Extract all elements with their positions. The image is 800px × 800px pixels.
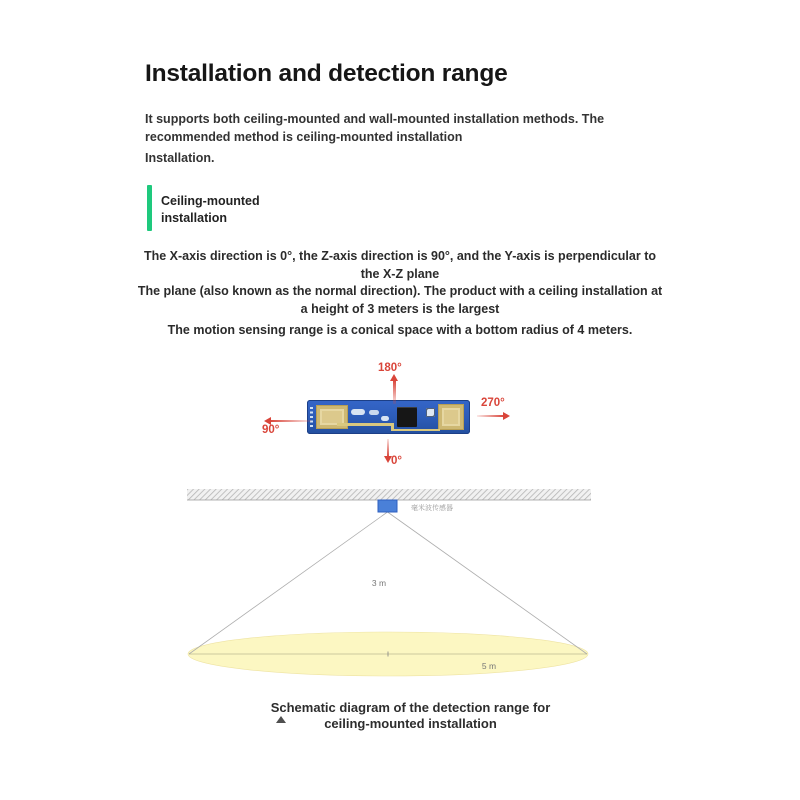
green-accent-bar (147, 185, 152, 231)
pcb-pin-header (310, 407, 313, 429)
pcb-component (426, 408, 435, 417)
ceiling-band (187, 489, 591, 500)
sensor-label: 毫米波传感器 (411, 505, 453, 512)
intro-paragraph: It supports both ceiling-mounted and wall-mounted installation methods. The recommended method is ceiling-mounted installation (145, 112, 605, 145)
arrow-up-icon (393, 380, 396, 404)
angle-label-180: 180° (378, 362, 402, 374)
section-heading: Ceiling-mounted installation (161, 194, 260, 225)
angle-label-90: 90° (262, 424, 280, 436)
sensor-pcb-board (307, 400, 470, 434)
pcb-component (381, 416, 389, 421)
figure-caption-line2: ceiling-mounted installation (324, 715, 497, 731)
height-label: 3 m (371, 578, 387, 588)
angle-label-270: 270° (481, 397, 505, 409)
angle-label-0: 0° (391, 455, 402, 467)
detection-range-schematic (180, 485, 600, 685)
figure-caption-line1: Schematic diagram of the detection range for (270, 700, 551, 715)
pcb-trace (391, 429, 440, 432)
radius-label: 5 m (481, 661, 497, 671)
pcb-trace (337, 423, 393, 426)
pcb-component (369, 410, 379, 415)
pcb-chip (397, 407, 417, 427)
arrow-right-icon (477, 415, 504, 418)
plane-description-paragraph: The plane (also known as the normal direction). The product with a ceiling installation at a height of 3 meters is the largest (137, 284, 663, 316)
pcb-component (351, 409, 365, 415)
figure-caption (268, 700, 553, 732)
pcb-antenna-right (438, 404, 464, 430)
page-title: Installation and detection range (145, 60, 508, 87)
arrow-down-icon (387, 439, 390, 457)
ceiling-sensor (378, 500, 397, 512)
installation-line: Installation. (145, 151, 215, 165)
sensing-range-paragraph: The motion sensing range is a conical space with a bottom radius of 4 meters. (167, 323, 633, 337)
axis-description-paragraph: The X-axis direction is 0°, the Z-axis direction is 90°, and the Y-axis is perpendicular to the X-Z plane (143, 249, 656, 281)
arrow-left-icon (270, 420, 311, 423)
